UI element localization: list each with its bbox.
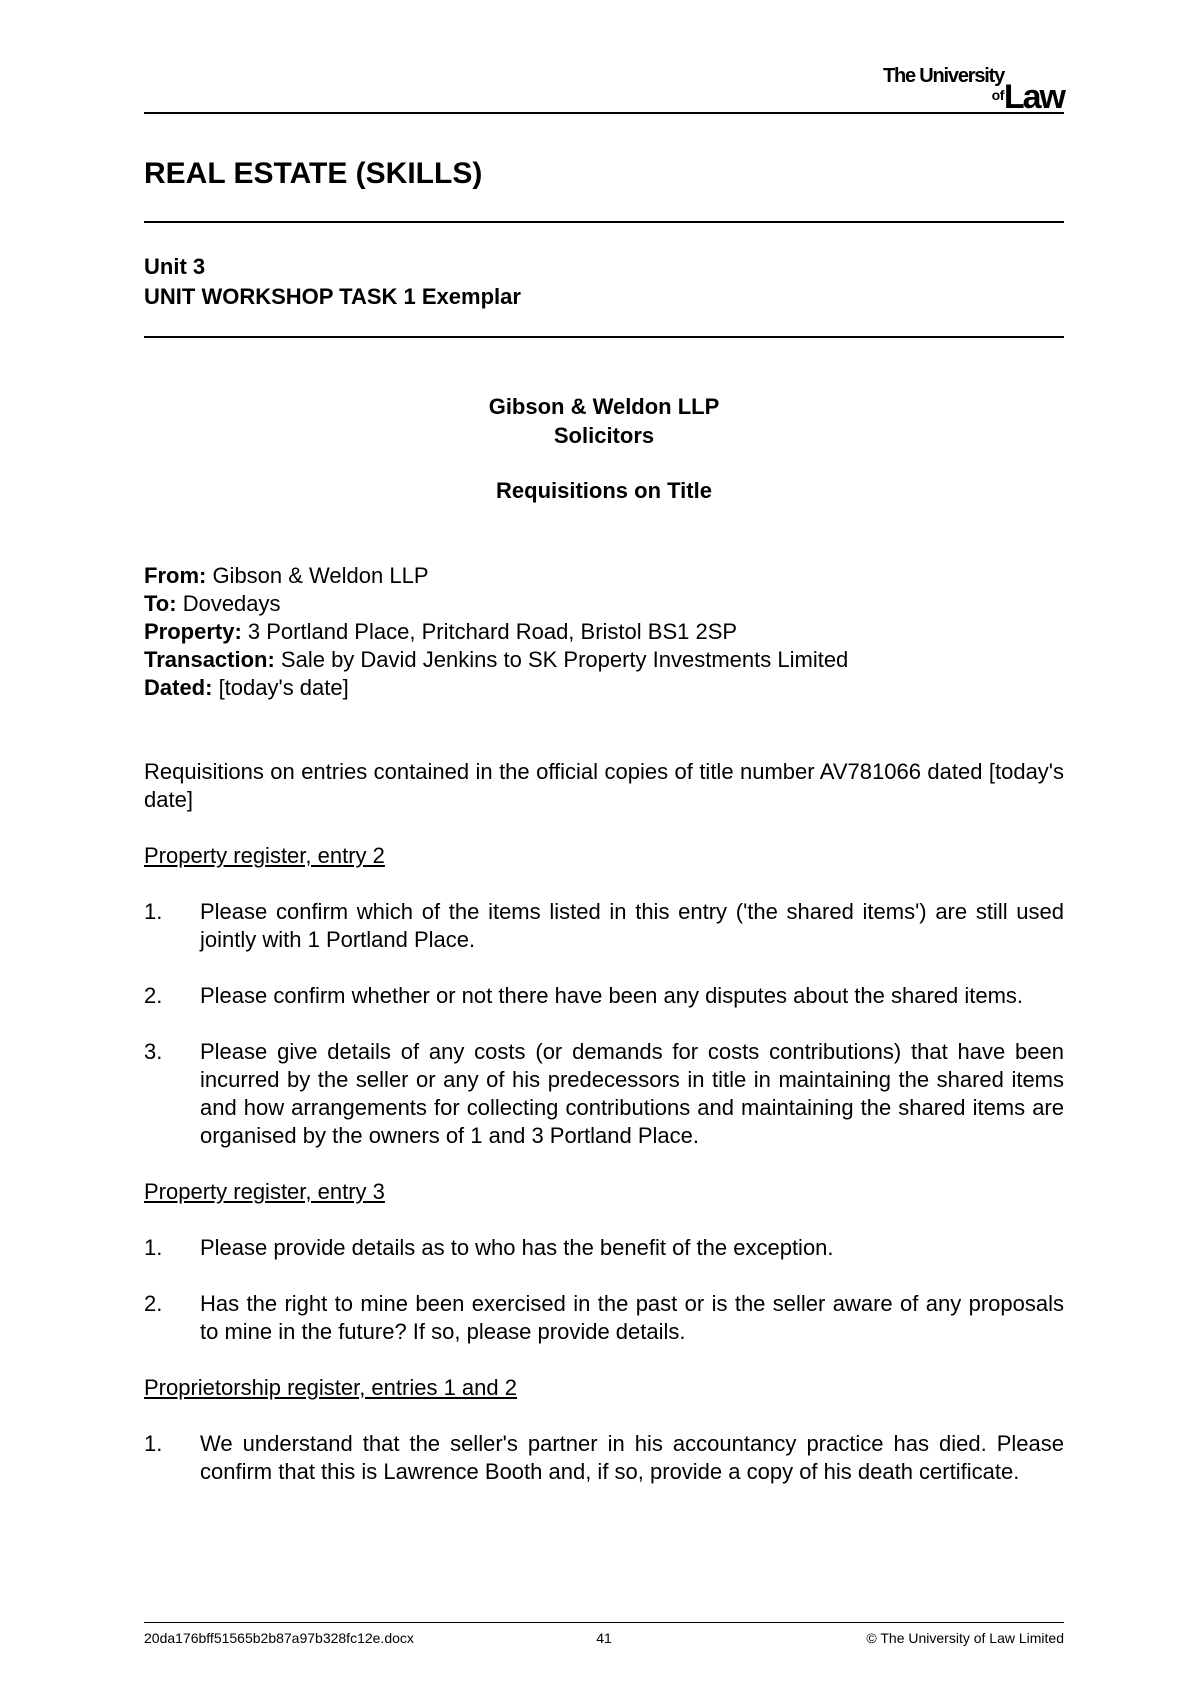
logo-line-1: The University bbox=[882, 65, 1004, 87]
meta-block bbox=[144, 562, 848, 702]
unit-rule bbox=[144, 336, 1064, 338]
meta-dated: Dated: [today's date] bbox=[144, 675, 349, 700]
page-title: REAL ESTATE (SKILLS) bbox=[144, 157, 483, 190]
meta-to: To: Dovedays bbox=[144, 591, 281, 616]
requisitions-body bbox=[144, 758, 1064, 1514]
list-item: 3. Please give details of any costs (or demands for costs contributions) that have been incurred by the seller or any of his predecessors in title in maintaining the shared items and how arrangements for collecting contributions and maintaining the shared items are organised by the owners of 1 and 3 Portland Place. bbox=[144, 1039, 1064, 1148]
unit-task: UNIT WORKSHOP TASK 1 Exemplar bbox=[144, 284, 521, 309]
section-heading: Property register, entry 3 bbox=[144, 1179, 385, 1204]
meta-property: Property: 3 Portland Place, Pritchard Road, Bristol BS1 2SP bbox=[144, 619, 738, 644]
list-item: 2. Has the right to mine been exercised in the past or is the seller aware of any proposals to mine in the future? If so, please provide details. bbox=[144, 1291, 1064, 1344]
logo-line-3: Law bbox=[1003, 78, 1064, 116]
intro-paragraph: Requisitions on entries contained in the official copies of title number AV781066 dated [today's date] bbox=[144, 759, 1064, 812]
section-heading: Property register, entry 2 bbox=[144, 843, 385, 868]
firm-name: Gibson & Weldon LLP bbox=[488, 394, 720, 419]
footer-copyright: © The University of Law Limited bbox=[866, 1630, 1065, 1646]
header-rule bbox=[144, 112, 1064, 114]
requisition-list bbox=[144, 1234, 1064, 1346]
footer-page-number: 41 bbox=[596, 1630, 612, 1646]
document-title: Requisitions on Title bbox=[496, 478, 712, 503]
requisition-list bbox=[144, 1430, 1064, 1486]
firm-type: Solicitors bbox=[553, 423, 655, 448]
unit-number: Unit 3 bbox=[144, 254, 206, 279]
list-item: 1. We understand that the seller's partner in his accountancy practice has died. Please confirm that this is Lawrence Booth and, if so, provide a copy of his death certificate. bbox=[144, 1431, 1064, 1484]
list-item: 2. Please confirm whether or not there have been any disputes about the shared items. bbox=[144, 983, 1024, 1008]
list-item: 1. Please provide details as to who has the benefit of the exception. bbox=[144, 1235, 834, 1260]
document-page bbox=[144, 0, 1064, 1698]
page-footer bbox=[144, 1630, 1064, 1646]
list-item: 1. Please confirm which of the items listed in this entry ('the shared items') are still used jointly with 1 Portland Place. bbox=[144, 899, 1064, 952]
unit-heading bbox=[144, 252, 521, 312]
footer-rule bbox=[144, 1622, 1064, 1623]
university-logo bbox=[883, 66, 1064, 114]
footer-filename: 20da176bff51565b2b87a97b328fc12e.docx bbox=[144, 1630, 414, 1646]
meta-from: From: Gibson & Weldon LLP bbox=[144, 563, 429, 588]
meta-transaction: Transaction: Sale by David Jenkins to SK Property Investments Limited bbox=[144, 647, 849, 672]
requisition-list bbox=[144, 898, 1064, 1150]
title-rule bbox=[144, 221, 1064, 223]
section-heading: Proprietorship register, entries 1 and 2 bbox=[144, 1375, 517, 1400]
logo-line-2: of bbox=[991, 87, 1004, 103]
